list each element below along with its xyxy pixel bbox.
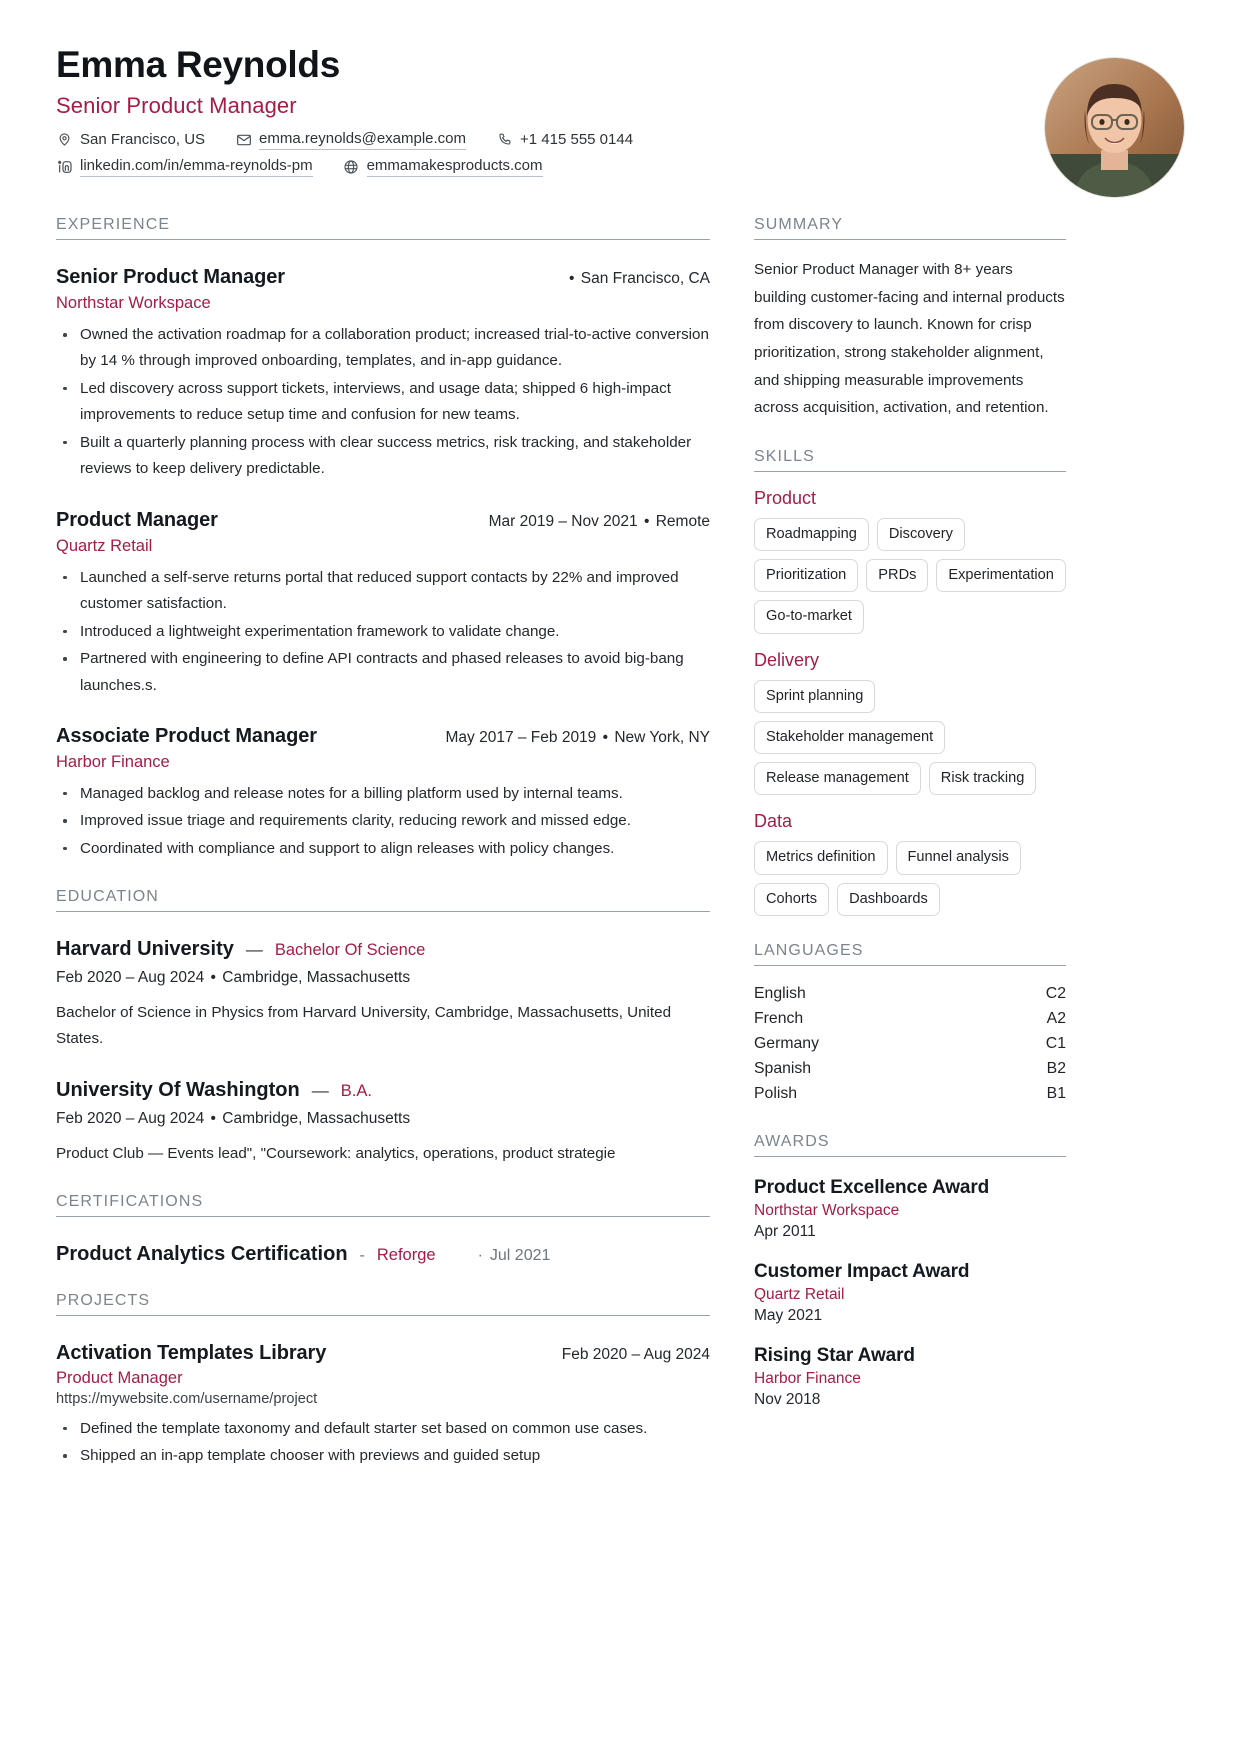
project-role: Product Manager (56, 1368, 183, 1387)
language-name: French (754, 1010, 804, 1028)
certification-header (56, 1243, 710, 1266)
education-location: Cambridge, Massachusetts (222, 969, 411, 987)
job-organization: Quartz Retail (56, 536, 153, 555)
section-awards (754, 1133, 1066, 1409)
resume-header (56, 44, 1184, 194)
section-certifications (56, 1193, 710, 1266)
skill-pill[interactable]: Prioritization (754, 559, 858, 592)
project-name: Activation Templates Library (56, 1341, 327, 1364)
section-skills (754, 448, 1066, 916)
meta-separator: • (206, 1109, 221, 1127)
skill-pill-group (754, 841, 1066, 915)
entry-meta (489, 513, 710, 531)
bullet-item: Defined the template taxonomy and default starter set based on common use cases. (56, 1416, 710, 1442)
section-education (56, 888, 710, 1166)
bullet-item: Owned the activation roadmap for a collaboration product; increased trial-to-active conversion by 14 % through improved onboarding, templates, and in-app guidance. (56, 322, 710, 375)
education-header (56, 1079, 710, 1102)
award-organization: Quartz Retail (754, 1285, 845, 1303)
section-title-summary: SUMMARY (754, 216, 1066, 240)
education-description: Bachelor of Science in Physics from Harvard University, Cambridge, Massachusetts, United States. (56, 1004, 672, 1048)
languages-list (754, 982, 1066, 1107)
entry-location: New York, NY (614, 728, 710, 746)
bullet-list (56, 1416, 710, 1470)
envelope-icon (235, 131, 252, 148)
page-title: Emma Reynolds (56, 44, 340, 85)
education-dates: Feb 2020 – Aug 2024 (56, 969, 205, 987)
education-entry (56, 1079, 710, 1167)
projects-list (56, 1342, 710, 1470)
certification-name: Product Analytics Certification (56, 1242, 348, 1265)
bullet-item: Launched a self-serve returns portal that reduced support contacts by 22% and improved customer satisfaction. (56, 565, 710, 618)
meta-separator: • (639, 512, 654, 530)
contact-item (496, 131, 633, 149)
experience-entry (56, 509, 710, 699)
section-title-projects: PROJECTS (56, 1292, 710, 1316)
contact-row-1 (56, 130, 896, 150)
skills-list (754, 488, 1066, 916)
experience-entry (56, 725, 710, 862)
certification-date (478, 1247, 551, 1265)
project-dates: Feb 2020 – Aug 2024 (561, 1345, 710, 1363)
award-date: May 2021 (754, 1306, 823, 1324)
contact-item[interactable] (56, 157, 313, 177)
job-title: Product Manager (56, 508, 218, 531)
section-title-education: EDUCATION (56, 888, 710, 912)
contact-value[interactable]: emma.reynolds@example.com (259, 130, 466, 150)
bullet-item: Partnered with engineering to define API contracts and phased releases to avoid big-bang launches.s. (56, 646, 710, 699)
certifications-list (56, 1243, 710, 1266)
section-title-languages: LANGUAGES (754, 942, 1066, 966)
meta-separator: • (206, 969, 221, 987)
certification-entry (56, 1243, 710, 1266)
date-dot: · (477, 1246, 483, 1264)
project-url[interactable]: https://mywebsite.com/username/project (56, 1390, 318, 1407)
contact-value: +1 415 555 0144 (520, 130, 634, 148)
entry-dates: Mar 2019 – Nov 2021 (488, 512, 638, 530)
bullet-item: Managed backlog and release notes for a billing platform used by internal teams. (56, 781, 710, 807)
contact-value[interactable]: emmamakesproducts.com (367, 157, 543, 177)
entry-meta (446, 729, 711, 747)
bullet-list (56, 781, 710, 862)
contact-item[interactable] (343, 157, 543, 177)
bullet-item: Improved issue triage and requirements clarity, reducing rework and missed edge. (56, 808, 710, 834)
language-row (754, 1032, 1066, 1057)
skill-group (754, 811, 1066, 915)
job-organization: Harbor Finance (56, 752, 170, 771)
globe-icon (343, 158, 360, 175)
skill-group-title: Delivery (754, 649, 820, 670)
education-meta (56, 969, 710, 987)
bullet-item: Shipped an in-app template chooser with previews and guided setup (56, 1443, 710, 1469)
section-title-certifications: CERTIFICATIONS (56, 1193, 710, 1217)
degree-name: Bachelor Of Science (274, 941, 426, 960)
award-entry (754, 1177, 1066, 1241)
bullet-list (56, 565, 710, 699)
language-name: English (754, 985, 806, 1003)
bullet-item: Built a quarterly planning process with clear success metrics, risk tracking, and stakeholder reviews to keep delivery predictable. (56, 430, 710, 483)
education-separator: — (245, 940, 263, 960)
project-entry (56, 1342, 710, 1470)
bullet-item: Introduced a lightweight experimentation framework to validate change. (56, 619, 710, 645)
headline: Senior Product Manager (56, 92, 297, 118)
entry-header (56, 725, 710, 748)
award-name: Product Excellence Award (754, 1176, 990, 1198)
education-entry (56, 938, 710, 1052)
resume-columns (56, 216, 1184, 1471)
side-column (754, 216, 1066, 1409)
school-name: University Of Washington (56, 1078, 300, 1101)
education-location: Cambridge, Massachusetts (222, 1109, 411, 1127)
job-organization: Northstar Workspace (56, 294, 211, 312)
award-date: Apr 2011 (754, 1222, 816, 1240)
skill-pill[interactable]: PRDs (866, 559, 928, 592)
bullet-item: Coordinated with compliance and support to align releases with policy changes. (56, 836, 710, 862)
main-column (56, 216, 710, 1471)
certification-issuer: Reforge (376, 1245, 436, 1264)
date-value: Jul 2021 (489, 1246, 551, 1264)
award-organization: Northstar Workspace (754, 1201, 900, 1219)
entry-meta (567, 270, 710, 288)
skill-pill[interactable]: Discovery (877, 518, 965, 551)
contact-value[interactable]: linkedin.com/in/emma-reynolds-pm (80, 157, 313, 177)
entry-header (56, 266, 710, 289)
skill-pill[interactable]: Experimentation (936, 559, 1065, 592)
section-summary (754, 216, 1066, 422)
skill-pill[interactable]: Go-to-market (754, 600, 864, 633)
award-entry (754, 1261, 1066, 1325)
experience-list (56, 266, 710, 862)
header-text-block (56, 44, 896, 177)
award-name: Customer Impact Award (754, 1260, 970, 1282)
entry-dates: May 2017 – Feb 2019 (445, 728, 597, 746)
contact-details (56, 130, 896, 177)
meta-separator: • (569, 270, 579, 287)
degree-name: B.A. (340, 1081, 372, 1100)
section-title-experience: EXPERIENCE (56, 216, 710, 240)
contact-value: San Francisco, US (80, 130, 206, 148)
skill-pill[interactable]: Sprint planning (754, 680, 875, 713)
education-dates: Feb 2020 – Aug 2024 (56, 1109, 205, 1127)
education-list (56, 938, 710, 1166)
language-level: B2 (1046, 1060, 1066, 1078)
phone-icon (496, 131, 513, 148)
certification-separator: - (359, 1246, 365, 1264)
education-meta (56, 1110, 710, 1128)
skill-pill[interactable]: Stakeholder management (754, 721, 945, 754)
project-header (56, 1342, 710, 1365)
job-title: Associate Product Manager (56, 724, 317, 747)
skill-group (754, 650, 1066, 796)
summary-text: Senior Product Manager with 8+ years building customer-facing and internal products from discovery to launch. Known for crisp prioritization, strong stakeholder alignment, and shipping measurable improvements across acquisition, activation, and retention. (754, 261, 1065, 417)
award-entry (754, 1345, 1066, 1409)
language-name: Spanish (754, 1060, 812, 1078)
skill-group-title: Data (754, 811, 793, 832)
skill-pill[interactable]: Risk tracking (929, 762, 1037, 795)
location-pin-icon (56, 131, 73, 148)
skill-pill-group (754, 518, 1066, 634)
experience-entry (56, 266, 710, 483)
contact-row-2 (56, 157, 896, 177)
skill-pill[interactable]: Dashboards (837, 883, 940, 916)
section-title-awards: AWARDS (754, 1133, 1066, 1157)
language-name: Germany (754, 1035, 819, 1053)
school-name: Harvard University (56, 938, 234, 961)
bullet-item: Led discovery across support tickets, interviews, and usage data; shipped 6 high-impact improvements to reduce setup time and confusion for new teams. (56, 376, 710, 429)
language-row (754, 1057, 1066, 1082)
avatar (1045, 58, 1184, 197)
job-title: Senior Product Manager (56, 266, 285, 288)
language-name: Polish (754, 1085, 798, 1103)
language-level: A2 (1046, 1010, 1066, 1028)
skill-pill[interactable]: Roadmapping (754, 518, 869, 551)
education-header (56, 938, 710, 961)
skill-pill-group (754, 680, 1066, 796)
section-languages (754, 942, 1066, 1107)
language-level: B1 (1046, 1085, 1066, 1103)
contact-item (56, 131, 205, 149)
entry-location: Remote (655, 512, 710, 530)
award-date: Nov 2018 (754, 1390, 821, 1408)
skill-pill[interactable]: Cohorts (754, 883, 829, 916)
entry-header (56, 509, 710, 532)
education-separator: — (311, 1080, 329, 1100)
contact-item[interactable] (235, 130, 466, 150)
bullet-list (56, 322, 710, 483)
skill-group (754, 488, 1066, 634)
language-row (754, 982, 1066, 1007)
award-organization: Harbor Finance (754, 1369, 861, 1387)
section-title-skills: SKILLS (754, 448, 1066, 472)
linkedin-icon (56, 158, 73, 175)
language-row (754, 1082, 1066, 1107)
education-description: Product Club — Events lead", "Coursework: analytics, operations, product strategie (56, 1144, 616, 1162)
language-level: C2 (1045, 985, 1066, 1003)
section-experience (56, 216, 710, 862)
awards-list (754, 1177, 1066, 1409)
skill-pill[interactable]: Metrics definition (754, 841, 888, 874)
section-projects (56, 1292, 710, 1470)
meta-separator: • (598, 728, 613, 746)
language-level: C1 (1045, 1035, 1066, 1053)
award-name: Rising Star Award (754, 1344, 915, 1366)
skill-pill[interactable]: Funnel analysis (896, 841, 1021, 874)
entry-location: San Francisco, CA (580, 270, 710, 287)
language-row (754, 1007, 1066, 1032)
skill-pill[interactable]: Release management (754, 762, 921, 795)
skill-group-title: Product (754, 487, 817, 508)
